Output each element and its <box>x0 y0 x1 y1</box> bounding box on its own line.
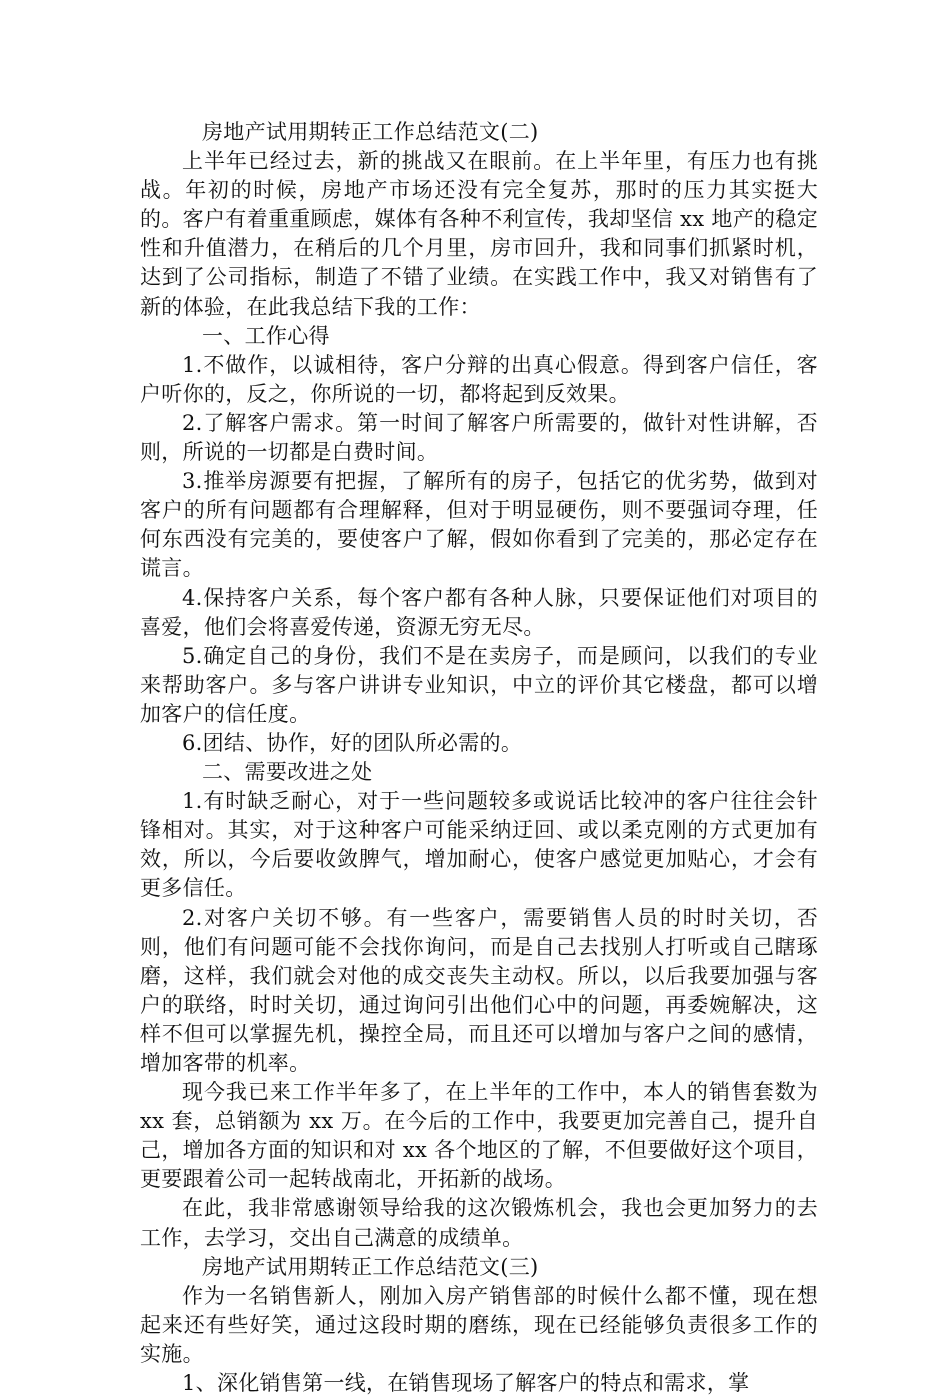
section-heading: 二、需要改进之处 <box>202 760 373 785</box>
section-heading: 一、工作心得 <box>202 323 330 348</box>
paragraph: 5.确定自己的身份，我们不是在卖房子，而是顾问，以我们的专业来帮助客户。多与客户讲讲专业知识，中立的评价其它楼盘，都可以增加客户的信任度。 <box>140 643 818 726</box>
paragraph: 1.有时缺乏耐心，对于一些问题较多或说话比较冲的客户往往会针锋相对。其实，对于这种客户可能采纳迂回、或以柔克刚的方式更加有效，所以，今后要收敛脾气，增加耐心，使客户感觉更加贴心，才会有更多信任。 <box>140 789 818 901</box>
paragraph: 2.了解客户需求。第一时间了解客户所需要的，做针对性讲解，否则，所说的一切都是白费时间。 <box>140 410 818 465</box>
section-title: 房地产试用期转正工作总结范文(二) <box>202 120 539 144</box>
paragraph: 作为一名销售新人，刚加入房产销售部的时候什么都不懂，现在想起来还有些好笑，通过这段时期的磨练，现在已经能够负责很多工作的实施。 <box>140 1283 818 1366</box>
paragraph: 3.推举房源要有把握，了解所有的房子，包括它的优劣势，做到对客户的所有问题都有合理解释，但对于明显硬伤，则不要强词夺理，任何东西没有完美的，要使客户了解，假如你看到了完美的，那必定存在谎言。 <box>140 469 818 581</box>
paragraph: 1、深化销售第一线，在销售现场了解客户的特点和需求，掌 <box>182 1371 750 1396</box>
paragraph: 上半年已经过去，新的挑战又在眼前。在上半年里，有压力也有挑战。年初的时候，房地产市场还没有完全复苏，那时的压力其实挺大的。客户有着重重顾虑，媒体有各种不利宣传，我却坚信 xx 地产的稳定性和升值潜力，在稍后的几个月里，房市回升，我和同事们抓紧时机，达到了公司指标，制造了不错了业绩。在实践工作中，我又对销售有了新的体验，在此我总结下我的工作： <box>140 149 818 319</box>
paragraph: 6.团结、协作，好的团队所必需的。 <box>182 730 523 755</box>
section-title: 房地产试用期转正工作总结范文(三) <box>202 1254 539 1279</box>
paragraph: 4.保持客户关系，每个客户都有各种人脉，只要保证他们对项目的喜爱，他们会将喜爱传递，资源无穷无尽。 <box>140 585 818 639</box>
paragraph: 在此，我非常感谢领导给我的这次锻炼机会，我也会更加努力的去工作，去学习，交出自己满意的成绩单。 <box>140 1196 818 1250</box>
paragraph: 现今我已来工作半年多了，在上半年的工作中，本人的销售套数为 xx 套，总销额为 xx 万。在今后的工作中，我要更加完善自己，提升自己，增加各方面的知识和对 xx 各个地区的了解，不但要做好这个项目，更要跟着公司一起转战南北，开拓新的战场。 <box>140 1080 818 1192</box>
paragraph: 2.对客户关切不够。有一些客户，需要销售人员的时时关切，否则，他们有问题可能不会找你询问，而是自己去找别人打听或自己瞎琢磨，这样，我们就会对他的成交丧失主动权。所以，以后我要加强与客户的联络，时时关切，通过询问引出他们心中的问题，再委婉解决，这样不但可以掌握先机，操控全局，而且还可以增加与客户之间的感情，增加客带的机率。 <box>140 905 818 1075</box>
paragraph: 1.不做作，以诚相待，客户分辩的出真心假意。得到客户信任，客户听你的，反之，你所说的一切，都将起到反效果。 <box>140 352 818 406</box>
